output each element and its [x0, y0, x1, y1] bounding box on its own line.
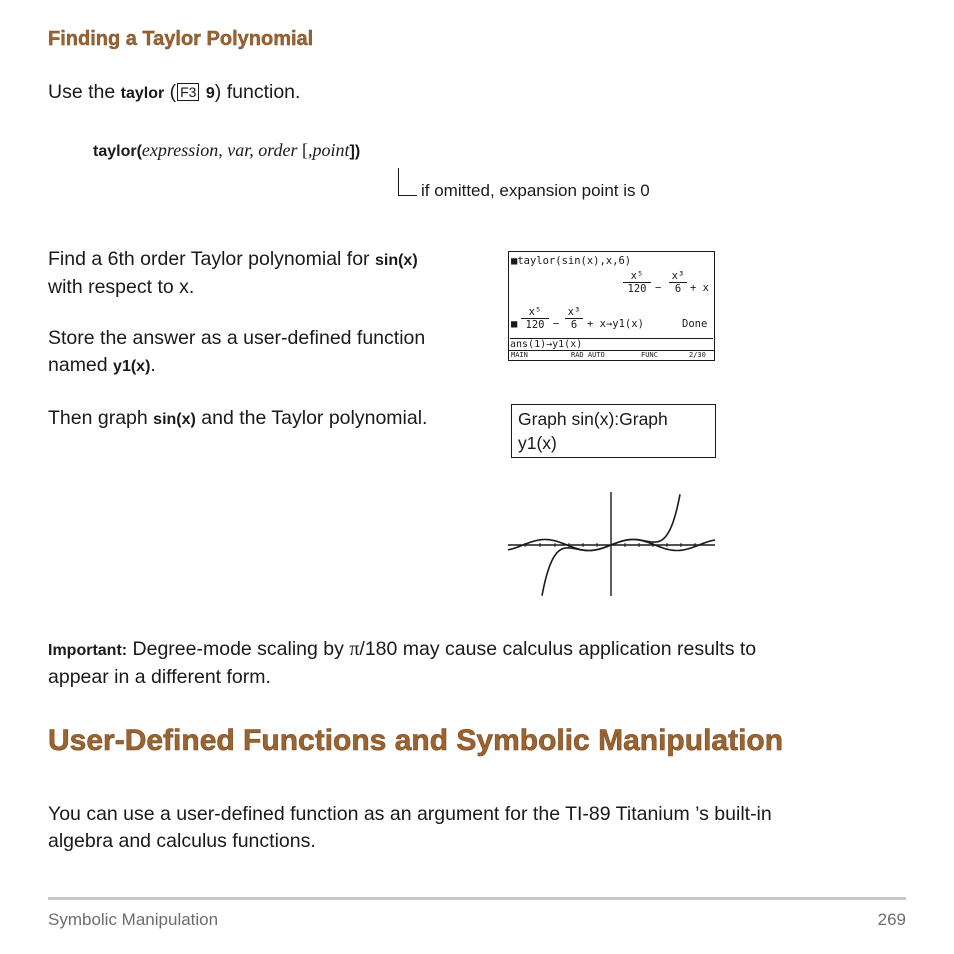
intro-line: [48, 79, 300, 107]
calc-entry-taylor: ■taylor(sin(x),x,6): [511, 255, 632, 267]
syntax-function: taylor(: [93, 143, 142, 160]
step-find: [48, 246, 418, 301]
pi-symbol: π: [349, 638, 360, 660]
calc-result-frac1: [623, 270, 651, 295]
main-heading: User-Defined Functions and Symbolic Manipulation: [48, 724, 784, 757]
step-graph-function: sin(x): [153, 411, 196, 428]
footer-section: Symbolic Manipulation: [48, 910, 219, 929]
section-title: Finding a Taylor Polynomial: [48, 28, 314, 50]
step-graph: [48, 405, 427, 433]
function-name-taylor: taylor: [120, 85, 165, 102]
status-func: FUNC: [641, 351, 658, 359]
important-text-a: Degree-mode scaling by: [132, 638, 344, 660]
step-store-named: named: [48, 354, 108, 376]
calc-result-frac2-num: x³: [669, 270, 687, 283]
important-label: Important:: [48, 642, 128, 659]
status-count: 2/30: [689, 351, 706, 359]
intro-use-the: Use the: [48, 81, 116, 103]
callout-note: if omitted, expansion point is 0: [421, 181, 650, 200]
step-graph-text: Then graph: [48, 407, 148, 429]
footer-rule: [48, 897, 906, 900]
step-store-period: .: [150, 354, 156, 376]
important-text-b: /180 may cause calculus application results to: [359, 638, 757, 660]
calc-result-frac2-den: 6: [674, 283, 682, 295]
calc-store-frac1-num: x⁵: [521, 306, 549, 319]
step-store: [48, 325, 425, 380]
step-find-function: sin(x): [374, 252, 418, 269]
syntax-line: [93, 140, 360, 161]
syntax-optional-arg: ,point: [308, 140, 350, 160]
status-main: MAIN: [511, 351, 528, 359]
step-find-text: Find a 6th order Taylor polynomial for: [48, 248, 370, 270]
calc-result-frac1-num: x⁵: [623, 270, 651, 283]
step-find-line2: with respect to x.: [48, 276, 195, 298]
step-store-line1: Store the answer as a user-defined function: [48, 327, 426, 349]
calc-store-frac2-num: x³: [565, 306, 583, 319]
paragraph: [48, 801, 772, 855]
important-note: [48, 636, 756, 691]
callout-bracket: [398, 168, 417, 196]
calc-result-frac2: [669, 270, 687, 295]
calc-store-bullet: ■: [511, 318, 518, 330]
step-graph-text2: and the Taylor polynomial.: [201, 407, 428, 429]
intro-open-paren: (: [169, 81, 177, 103]
calculator-screen: [508, 251, 715, 361]
calc-result-frac1-den: 120: [627, 283, 647, 295]
paragraph-line1: You can use a user-defined function as an argument for the TI-89 Titanium ’s built-in: [48, 803, 772, 825]
intro-close: ) function.: [214, 81, 301, 103]
step-store-function: y1(x): [113, 358, 151, 375]
calc-entry-line: ans(1)→y1(x): [510, 338, 713, 350]
graph-command-line2: y1(x): [518, 433, 557, 453]
graph-command-line1: Graph sin(x):Graph: [518, 409, 668, 429]
important-text-c: appear in a different form.: [48, 666, 271, 688]
calc-store-tail: + x→y1(x): [587, 318, 644, 330]
calc-status-bar: [509, 350, 714, 360]
calc-result-tail: + x: [690, 282, 709, 294]
syntax-optional-close: ]): [349, 143, 361, 160]
footer-page-number: 269: [877, 910, 906, 929]
calc-store-frac2-den: 6: [570, 319, 578, 331]
syntax-optional-open: [: [302, 140, 309, 160]
calc-store-frac1-den: 120: [525, 319, 545, 331]
key-number: 9: [205, 85, 215, 102]
f3-key-icon: F3: [177, 83, 199, 101]
sine-and-taylor-graph-icon: [505, 490, 720, 600]
syntax-args: expression, var, order: [141, 140, 298, 160]
calc-store-frac1: [521, 306, 549, 331]
calc-store-minus: −: [553, 318, 560, 330]
calc-store-frac2: [565, 306, 583, 331]
graph-command-box: [511, 404, 716, 458]
calc-result-minus: −: [655, 282, 662, 294]
status-mode: RAD AUTO: [571, 351, 605, 359]
calc-store-result: Done: [682, 318, 708, 330]
paragraph-line2: algebra and calculus functions.: [48, 830, 316, 852]
